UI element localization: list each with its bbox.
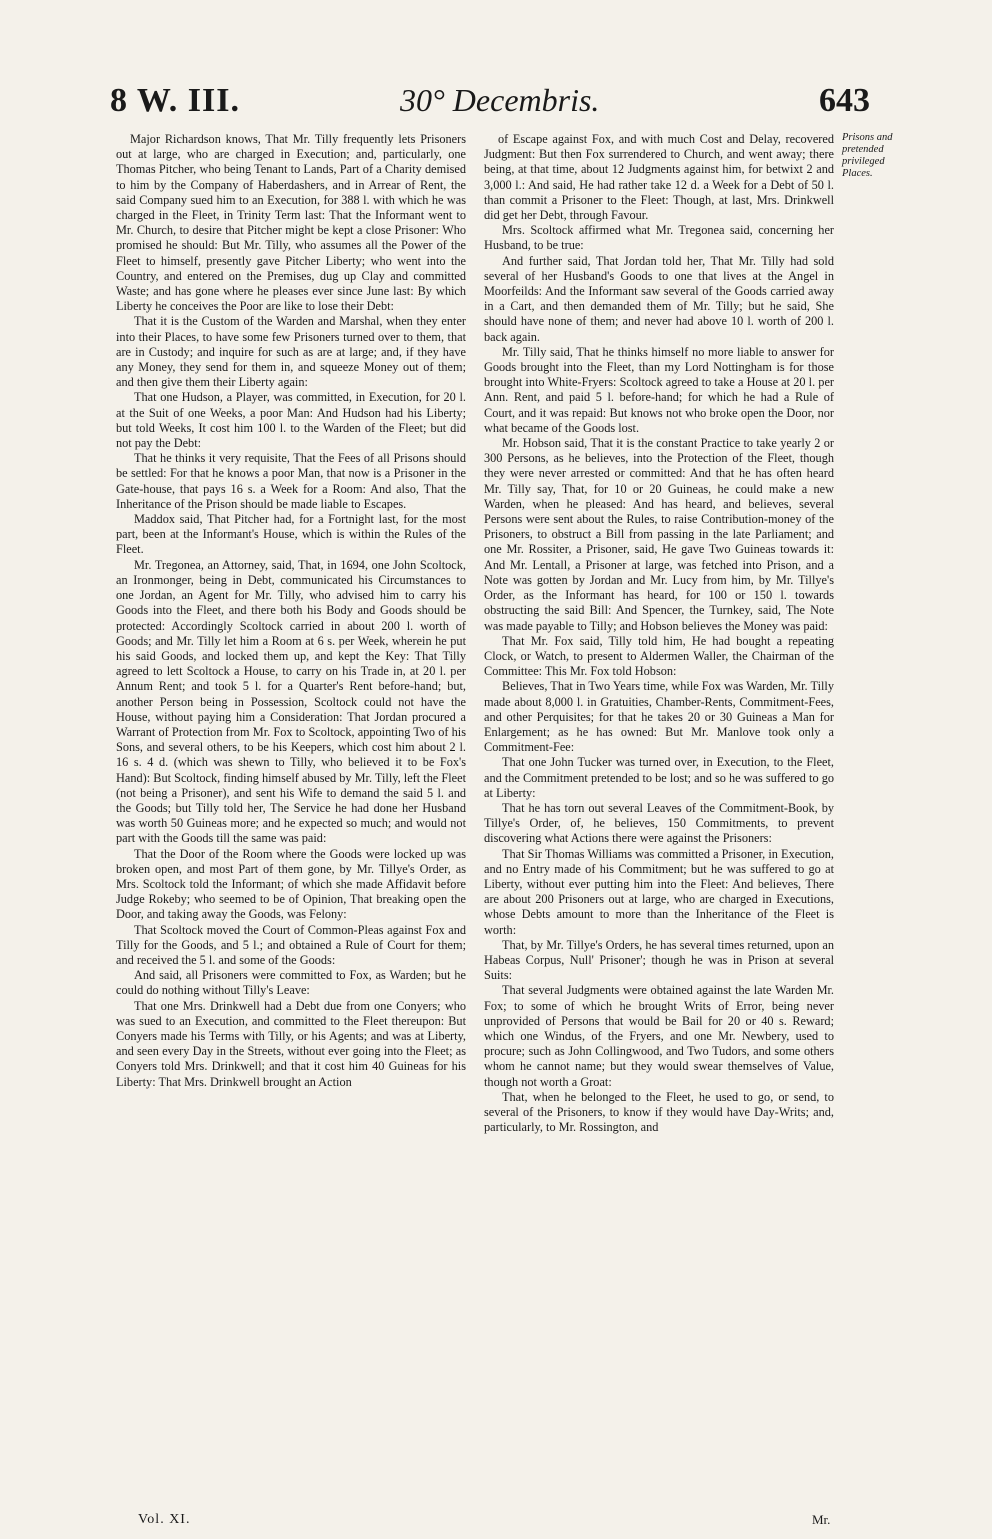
paragraph: That Mr. Fox said, Tilly told him, He had bought a repeating Clock, or Watch, to present to Aldermen Waller, the Chairman of the Committee: This Mr. Fox told Hobson:	[484, 633, 834, 679]
marginal-note: Prisons and pretended privileged Places.	[842, 132, 893, 179]
page-number: 643	[819, 82, 870, 119]
paragraph: Mr. Tilly said, That he thinks himself no more liable to answer for Goods brought into the Fleet, than my Lord Nottingham is for those brought into White-Fryers: Scoltock agreed to take a House at 20 l. per Ann. Rent, and paid 5 l. before-hand; for which he had a Rule of Court, and it was repaid: But knows not who broke open the Door, nor what became of the Goods lost.	[484, 344, 834, 435]
paragraph: of Escape against Fox, and with much Cost and Delay, recovered Judgment: But then Fox surrendered to Church, and went away; there being, at that time, about 12 Judgments against him, for betwixt 2 and 3,000 l.: And said, He had rather take 12 d. a Week for a Debt of 50 l. than commit a Prisoner to the Fleet: Though, at last, Mrs. Drinkwell did get her Debt, through Favour.	[484, 132, 834, 223]
paragraph: That, by Mr. Tillye's Orders, he has several times returned, upon an Habeas Corpus, Null' Prisoner'; though he was in Prison at several Suits:	[484, 937, 834, 983]
page-header	[110, 82, 870, 132]
catchword: Mr.	[812, 1512, 831, 1527]
paragraph: That, when he belonged to the Fleet, he used to go, or send, to several of the Prisoners, to know if they would have Day-Writs; and, particularly, to Mr. Rossington, and	[484, 1089, 834, 1135]
paragraph: Maddox said, That Pitcher had, for a Fortnight last, for the most part, been at the Informant's House, which is within the Rules of the Fleet.	[116, 512, 466, 557]
paragraph: That he thinks it very requisite, That the Fees of all Prisons should be settled: For that he knows a poor Man, that now is a Prisoner in the Gate-house, that pays 16 s. a Week for a Room: And also, That the Inheritance of the Prison should be made liable to Escapes.	[116, 451, 466, 511]
paragraph: Mr. Hobson said, That it is the constant Practice to take yearly 2 or 300 Persons, as he believes, into the Protection of the Fleet, though they were never arrested or committed: And that he has often heard Mr. Tilly say, That, for 10 or 20 Guineas, he could make a new Warden, when he pleased: And has heard, and believes, several Persons were sent about the Rules, to raise Contribution-money of the Prisoners, to obstruct a Bill from passing in the late Parliament; and one Mr. Rossiter, a Prisoner, said, He gave Two Guineas towards it: And Mr. Lentall, a Prisoner at large, was fetched into Prison, and a Note was gotten by Jordan and Mr. Lucy from him, by Mr. Tillye's Order, as the Informant has heard, for 100 or 150 l. towards obstructing the said Bill: And Spencer, the Turnkey, said, The Note was made payable to Tilly; and Hobson believes the Money was paid:	[484, 436, 834, 633]
paragraph: That it is the Custom of the Warden and Marshal, when they enter into their Places, to have some few Prisoners turned over to them, that are in Custody; and inquire for such as are at large; and, if they have any Money, they send for them in, and squeeze Money out of them; and then give them their Liberty again:	[116, 314, 466, 390]
paragraph: That one John Tucker was turned over, in Execution, to the Fleet, and the Commitment pretended to be lost; and so he was suffered to go at Liberty:	[484, 755, 834, 800]
paragraph: That one Mrs. Drinkwell had a Debt due from one Conyers; who was sued to an Execution, and committed to the Fleet thereupon: But Conyers made his Terms with Tilly, or his Agents; and was at Liberty, and seen every Day in the Streets, without ever going into the Fleet; as Conyers told Mrs. Drinkwell; and that it cost him 40 Guineas for his Liberty: That Mrs. Drinkwell brought an Action	[116, 998, 466, 1089]
paragraph: And further said, That Jordan told her, That Mr. Tilly had sold several of her Husband's Goods to one that lives at the Angel in Moorfeilds: And the Informant saw several of the Goods carried away in a Cart, and then demanded them of Mr. Tilly; but he said, She should have none of them; and never had above 10 l. worth of 200 l. back again.	[484, 253, 834, 344]
paragraph: That the Door of the Room where the Goods were locked up was broken open, and most Part of them gone, by Mr. Tillye's Order, as Mrs. Scoltock told the Informant; of which she made Affidavit before Judge Rokeby; who seemed to be of Opinion, That breaking open the Door, and taking away the Goods, was Felony:	[116, 846, 466, 922]
paragraph: That one Hudson, a Player, was committed, in Execution, for 20 l. at the Suit of one Weeks, a poor Man: And Hudson had his Liberty; but told Weeks, It cost him 100 l. to the Warden of the Fleet; but did not pay the Debt:	[116, 390, 466, 451]
regnal-year: 8 W. III.	[110, 82, 240, 119]
paragraph: That several Judgments were obtained against the late Warden Mr. Fox; to some of which he brought Writs of Error, being never unprovided of Persons that would be Bail for 20 or 40 s. Reward; which one Windus, of the Fryers, and one Mr. Newbery, used to procure; such as John Collingwood, and Two Tudors, and some others whom he cannot name; but they would swear themselves of Value, though not worth a Groat:	[484, 983, 834, 1089]
paragraph: Believes, That in Two Years time, while Fox was Warden, Mr. Tilly made about 8,000 l. in Gratuities, Chamber-Rents, Commitment-Fees, and other Perquisites; for that he takes 20 or 30 Guineas a Man for Enlargement; as he has owned: But Mr. Manlove took only a Commitment-Fee:	[484, 679, 834, 755]
paragraph: Mr. Tregonea, an Attorney, said, That, in 1694, one John Scoltock, an Ironmonger, being in Debt, communicated his Circumstances to one Jordan, an Agent for Mr. Tilly, who advised him to carry his Goods into the Fleet, and there both his Body and Goods should be protected: Accordingly Scoltock carried in about 200 l. worth of Goods; and Mr. Tilly let him a Room at 6 s. per Week, wherein he put his said Goods, and locked them up, and kept the Key: That Tilly agreed to lett Scoltock a House, to carry on his Trade in, at 20 l. per Annum Rent; and took 5 l. for a Quarter's Rent before-hand; but, another Person being in Possession, Scoltock could not have the House, without paying him a Consideration: That Jordan procured a Warrant of Protection from Mr. Fox to Scoltock, appointing Two of his Sons, and several others, to be his Keepers, which cost him about 2 l. 16 s. 4 d. (which was shewn to Tilly, who believed it to be Fox's Hand): But Scoltock, finding himself abused by Mr. Tilly, left the Fleet (not being a Prisoner), and sent his Wife to demand the said 5 l. and the Goods; but Tilly told her, The Service he had done her Husband was worth 50 Guineas more; and he expected so much; and would not part with the Goods till the same was paid:	[116, 557, 466, 846]
paragraph: That he has torn out several Leaves of the Commitment-Book, by Tillye's Order, of, he believes, 150 Commitments, to prevent discovering what Actions there were against the Prisoners:	[484, 800, 834, 846]
left-column	[116, 132, 466, 1090]
date-heading: 30° Decembris.	[400, 82, 600, 118]
right-column	[484, 132, 834, 1135]
paragraph: And said, all Prisoners were committed to Fox, as Warden; but he could do nothing without Tilly's Leave:	[116, 968, 466, 998]
paragraph: That Scoltock moved the Court of Common-Pleas against Fox and Tilly for the Goods, and 5 l.; and obtained a Rule of Court for them; and received the 5 l. and some of the Goods:	[116, 922, 466, 967]
paragraph: Major Richardson knows, That Mr. Tilly frequently lets Prisoners out at large, who are charged in Execution; and, particularly, one Thomas Pitcher, who being Tenant to Lands, Part of a Charity demised to him by the Company of Haberdashers, and in Arrear of Rent, the said Company sued him to an Execution, for 388 l. with which he was charged in the Fleet, in Trinity Term last: That the Informant went to Mr. Church, to desire that Pitcher might be kept a close Prisoner: Who promised he should: But Mr. Tilly, who assumes all the Power of the Fleet to himself, presently gave Pitcher Liberty; who went into the Country, and entered on the Premises, dug up Clay and committed Waste; and has gone where he pleases ever since June last: By which Liberty he conceives the Poor are like to lose their Debt:	[116, 132, 466, 314]
paragraph: That Sir Thomas Williams was committed a Prisoner, in Execution, and no Entry made of his Commitment; but he was suffered to go at Liberty, without ever putting him into the Fleet: And believes, There are about 200 Prisoners out at large, who are charged in Executions, whose Debts amount to more than the Inheritance of the Fleet is worth:	[484, 846, 834, 937]
volume-signature: Vol. XI.	[138, 1512, 191, 1527]
paragraph: Mrs. Scoltock affirmed what Mr. Tregonea said, concerning her Husband, to be true:	[484, 223, 834, 253]
